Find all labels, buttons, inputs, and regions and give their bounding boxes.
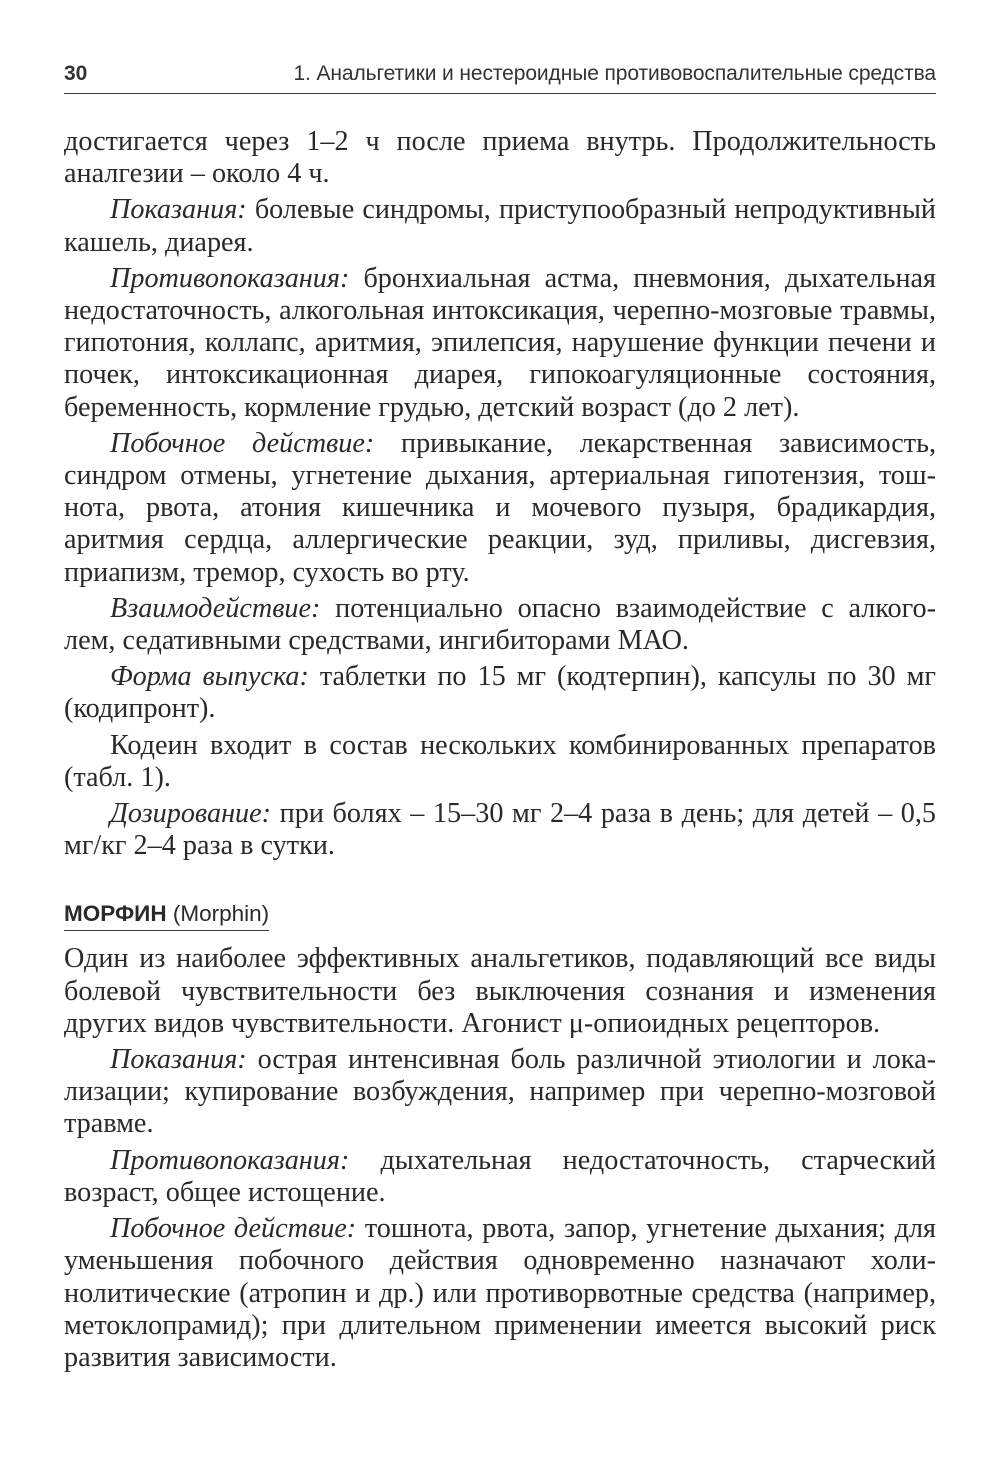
morphine-heading-name: МОРФИН [64,901,167,927]
morphine-side-effects-text: тошнота, рвота, запор, угнетение дыхания; для уменьшения побочного действия одновременно назначают холинолитические (атропин и др.) или противорвотные средства (например, метоклопрамид); при длительном применении имеется высокий риск развития зависимости. [64,1213,936,1373]
codeine-section-continued [64,126,936,862]
morphine-intro-paragraph: Один из наиболее эффективных анальгетиков, подавляющий все виды болевой чувствительности без выключения сознания и изменения других видов чувствительности. Агонист μ-опиоидных рецепторов. [64,943,936,1039]
book-page [64,62,936,1374]
morphine-indications-label: Показания: [110,1044,247,1076]
indications-label: Показания: [110,194,247,226]
dosage-text: при болях – 15–30 мг 2–4 раза в день; для детей – 0,5 мг/кг 2–4 раза в сутки. [64,798,936,862]
codeine-dosage-paragraph [64,798,936,862]
morphine-contraindications-paragraph [64,1145,936,1209]
running-header [64,62,936,94]
codeine-indications-paragraph [64,194,936,258]
morphine-contraindications-text: дыхательная недостаточность, старческий возраст, общее истощение. [64,1144,936,1208]
morphine-indications-paragraph [64,1044,936,1141]
form-label: Форма выпуска: [110,661,309,693]
dosage-label: Дозирование: [110,798,272,830]
side-effects-label: Побочное действие: [110,427,375,459]
form-text: таблетки по 15 мг (кодтерпин), капсулы по 30 мг (кодипронт). [64,661,936,725]
interaction-text: потенциально опасно взаимодействие с алкоголем, седативными средствами, ингибиторами МАО. [64,592,936,657]
morphine-heading [64,900,269,931]
chapter-title: 1. Анальгетики и нестероидные противовоспалительные средства [293,62,936,85]
codeine-combination-paragraph: Кодеин входит в состав нескольких комбинированных препаратов (табл. 1). [64,729,936,793]
interaction-label: Взаимодействие: [110,592,321,624]
page-number: 30 [64,62,88,85]
contraindications-text: бронхиальная астма, пневмония, дыхательная недостаточность, алкогольная интоксикация, черепно-мозговые травмы, гипотония, коллапс, аритмия, эпилепсия, нарушение функции печени и почек, интоксикационная диарея, гипокоагуляционные состояния, беременность, кормление грудью, детский возраст (до 2 лет). [64,262,937,423]
indications-text: болевые синдромы, приступообразный непродуктивный кашель, диарея. [64,194,936,258]
codeine-form-paragraph [64,661,936,725]
codeine-interaction-paragraph [64,593,936,657]
contraindications-label: Противопоказания: [110,262,350,294]
morphine-contraindications-label: Противопоказания: [110,1144,350,1176]
codeine-side-effects-paragraph [64,428,936,589]
morphine-heading-latin: (Morphin) [172,901,270,927]
morphine-section [64,943,936,1374]
morphine-indications-text: острая интенсивная боль различной этиологии и локализации; купирование возбуждения, например при черепно-мозговой травме. [64,1044,937,1140]
codeine-contraindications-paragraph [64,263,936,424]
morphine-side-effects-label: Побочное действие: [110,1213,357,1245]
morphine-side-effects-paragraph [64,1213,936,1374]
codeine-intro-paragraph: достигается через 1–2 ч после приема внутрь. Продолжительность аналгезии – около 4 ч. [64,126,936,190]
side-effects-text: привыкание, лекарственная зависимость, синдром отмены, угнетение дыхания, артериальная гипотензия, тошнота, рвота, атония кишечника и мочевого пузыря, брадикардия, аритмия сердца, аллергические реакции, зуд, приливы, дисгевзия, приапизм, тремор, сухость во рту. [64,427,936,588]
